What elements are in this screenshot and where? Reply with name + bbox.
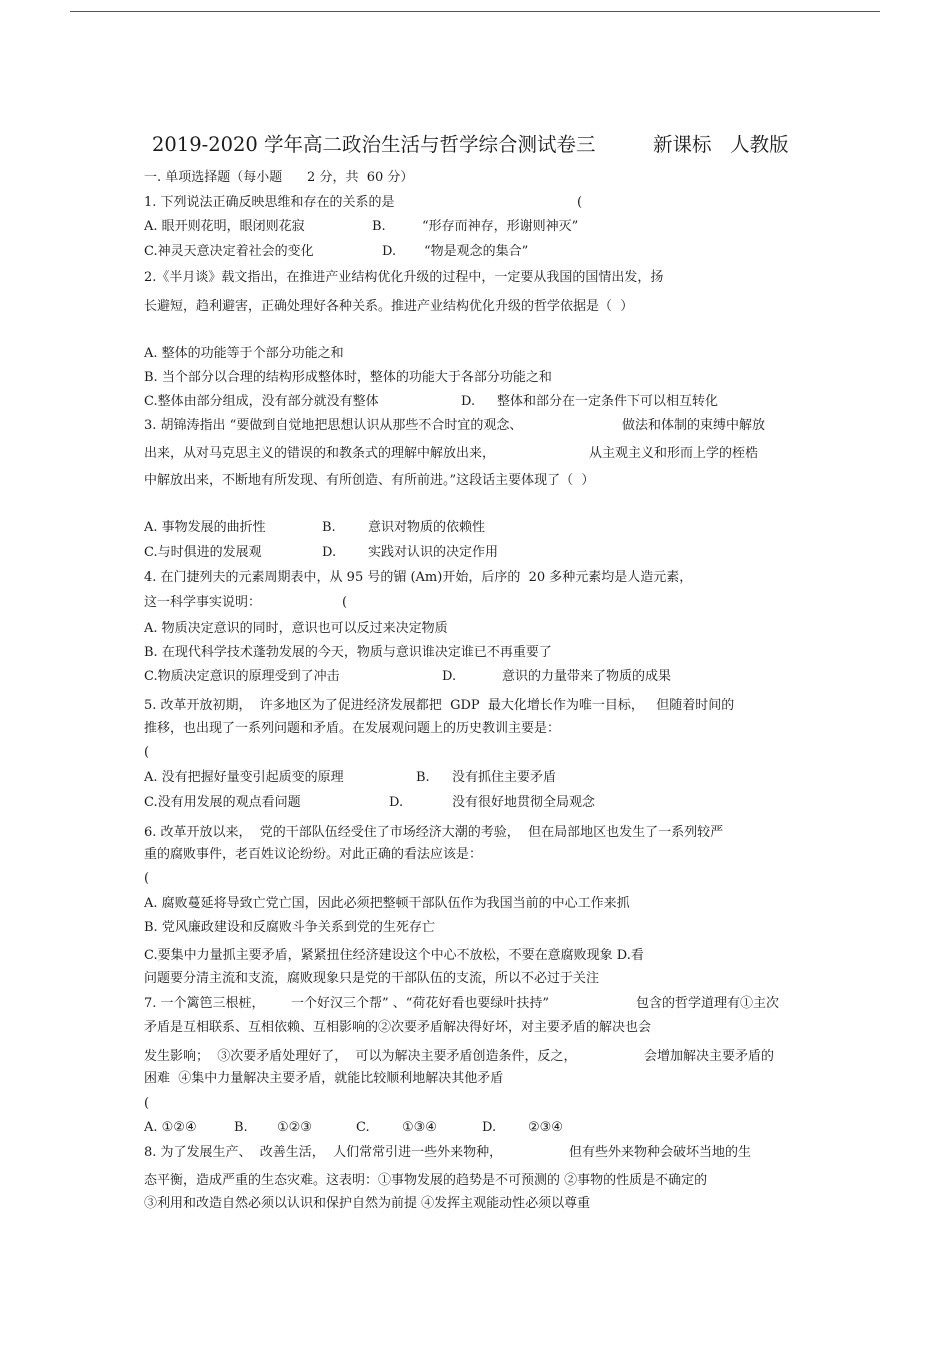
q3-stem-3: 中解放出来，不断地有所发现、有所创造、有所前进。”这段话主要体现了（ ） [144,473,595,488]
q4-option-a: A. 物质决定意识的同时，意识也可以反过来决定物质 [144,621,448,636]
q6-stem-1: 6. 改革开放以来， 党的干部队伍经受住了市场经济大潮的考验， 但在局部地区也发生了一系列较严 [144,825,724,840]
q4-option-b: B. 在现代科学技术蓬勃发展的今天，物质与意识谁决定谁已不再重要了 [144,645,552,660]
q8-stem-3: ③利用和改造自然必须以认识和保护自然为前提 ④发挥主观能动性必须以尊重 [144,1196,591,1211]
q3-options-ab: A. 事物发展的曲折性 B. 意识对物质的依赖性 [144,520,486,535]
page-title [0,129,950,198]
q1-option-c: C.神灵天意决定着社会的变化 [144,244,314,259]
q4-option-c: C.物质决定意识的原理受到了冲击 [144,669,340,684]
q3-option-b: 意识对物质的依赖性 [368,520,486,535]
q4-option-d: 意识的力量带来了物质的成果 [502,669,672,684]
q1-options-cd: C.神灵天意决定着社会的变化 D. “物是观念的集合” [144,244,529,259]
q4-stem-1: 4. 在门捷列夫的元素周期表中，从 95 号的镅 (Am)开始，后序的 20 多种元素均是人造元素， [144,570,693,585]
q7-stem-4: 困难 ④集中力量解决主要矛盾，就能比较顺利地解决其他矛盾 [144,1071,504,1086]
q5-option-a: A. 没有把握好量变引起质变的原理 [144,770,344,785]
q2-option-b: B. 当个部分以合理的结构形成整体时，整体的功能大于各部分功能之和 [144,370,552,385]
q1-options-ab: A. 眼开则花明，眼闭则花寂 B. “形存而神存，形谢则神灭” [144,219,579,234]
title-main: 2019-2020 学年高二政治生活与哲学综合测试卷三 [152,133,596,156]
q6-option-a: A. 腐败蔓延将导致亡党亡国，因此必须把整顿干部队伍作为我国当前的中心工作来抓 [144,896,630,911]
q5-paren: ( [144,745,150,760]
q2-option-d: 整体和部分在一定条件下可以相互转化 [497,394,719,409]
q2-option-c: C.整体由部分组成，没有部分就没有整体 [144,394,379,409]
q3-options-cd: C.与时俱进的发展观 D. 实践对认识的决定作用 [144,545,499,560]
q1-option-a: A. 眼开则花明，眼闭则花寂 [144,219,305,234]
q2-stem-2: 长避短，趋利避害，正确处理好各种关系。推进产业结构优化升级的哲学依据是（ ） [144,299,634,314]
q3-stem-1: 3. 胡锦涛指出 “要做到自觉地把思想认识从那些不合时宜的观念、 做法和体制的束缚中解放 [144,418,766,433]
q7-options: A. ①②④ B. ①②③ C. ①③④ D. ②③④ [144,1120,563,1135]
q6-stem-2: 重的腐败事件，老百姓议论纷纷。对此正确的看法应该是： [144,847,483,862]
q8-stem-1: 8. 为了发展生产、 改善生活， 人们常常引进一些外来物种， 但有些外来物种会破坏当地的生 [144,1145,752,1160]
q6-option-d: 问题要分清主流和支流，腐败现象只是党的干部队伍的支流，所以不必过于关注 [144,971,600,986]
q7-option-c: ①③④ [402,1120,437,1135]
q2-option-a: A. 整体的功能等于个部分功能之和 [144,346,344,361]
q7-paren: ( [144,1096,150,1111]
q7-option-a: A. ①②④ [144,1120,197,1135]
section-heading: 一. 单项选择题（每小题 2 分，共 60 分） [144,170,414,185]
q1-stem: 1. 下列说法正确反映思维和存在的关系的是 ( [144,195,583,210]
title-tags: 新课标 人教版 [653,133,789,156]
q5-option-b: 没有抓住主要矛盾 [452,770,557,785]
q2-stem-1: 2.《半月谈》载文指出，在推进产业结构优化升级的过程中，一定要从我国的国情出发，扬 [144,270,664,285]
q6-option-b: B. 党风廉政建设和反腐败斗争关系到党的生死存亡 [144,920,435,935]
q5-stem-2: 推移，也出现了一系列问题和矛盾。在发展观问题上的历史教训主要是： [144,721,561,736]
q7-stem-3: 发生影响； ③次要矛盾处理好了， 可以为解决主要矛盾创造条件，反之， 会增加解决主要矛盾的 [144,1049,775,1064]
q7-option-b: ①②③ [277,1120,312,1135]
q3-option-a: A. 事物发展的曲折性 [144,520,266,535]
q5-stem-1: 5. 改革开放初期， 许多地区为了促进经济发展都把 GDP 最大化增长作为唯一目标， 但随着时间的 [144,698,735,713]
q5-options-cd: C.没有用发展的观点看问题 D. 没有很好地贯彻全局观念 [144,795,596,810]
q6-paren: ( [144,871,150,886]
q7-stem-2: 矛盾是互相联系、互相依赖、互相影响的②次要矛盾解决得好坏，对主要矛盾的解决也会 [144,1020,652,1035]
q5-options-ab: A. 没有把握好量变引起质变的原理 B. 没有抓住主要矛盾 [144,770,557,785]
q7-stem-1: 7. 一个篱笆三根桩， 一个好汉三个帮” 、“荷花好看也要绿叶扶持” 包含的哲学道理有①主次 [144,996,780,1011]
q5-option-d: 没有很好地贯彻全局观念 [452,795,596,810]
q1-option-d: “物是观念的集合” [424,244,529,259]
q5-option-c: C.没有用发展的观点看问题 [144,795,301,810]
top-rule [70,11,880,12]
q3-option-d: 实践对认识的决定作用 [368,545,499,560]
q4-stem-2: 这一科学事实说明： ( [144,595,348,610]
q3-stem-2: 出来，从对马克思主义的错误的和教条式的理解中解放出来， 从主观主义和形而上学的桎梏 [144,446,759,461]
q2-options-cd: C.整体由部分组成，没有部分就没有整体 D. 整体和部分在一定条件下可以相互转化 [144,394,719,409]
q7-option-d: ②③④ [528,1120,563,1135]
q1-option-b: “形存而神存，形谢则神灭” [422,219,579,234]
q6-option-c: C.要集中力量抓主要矛盾，紧紧扭住经济建设这个中心不放松，不要在意腐败现象 D.看 [144,948,644,963]
q8-stem-2: 态平衡，造成严重的生态灾难。这表明：①事物发展的趋势是不可预测的 ②事物的性质是不确定的 [144,1173,708,1188]
q4-options-cd: C.物质决定意识的原理受到了冲击 D. 意识的力量带来了物质的成果 [144,669,672,684]
q3-option-c: C.与时俱进的发展观 [144,545,262,560]
